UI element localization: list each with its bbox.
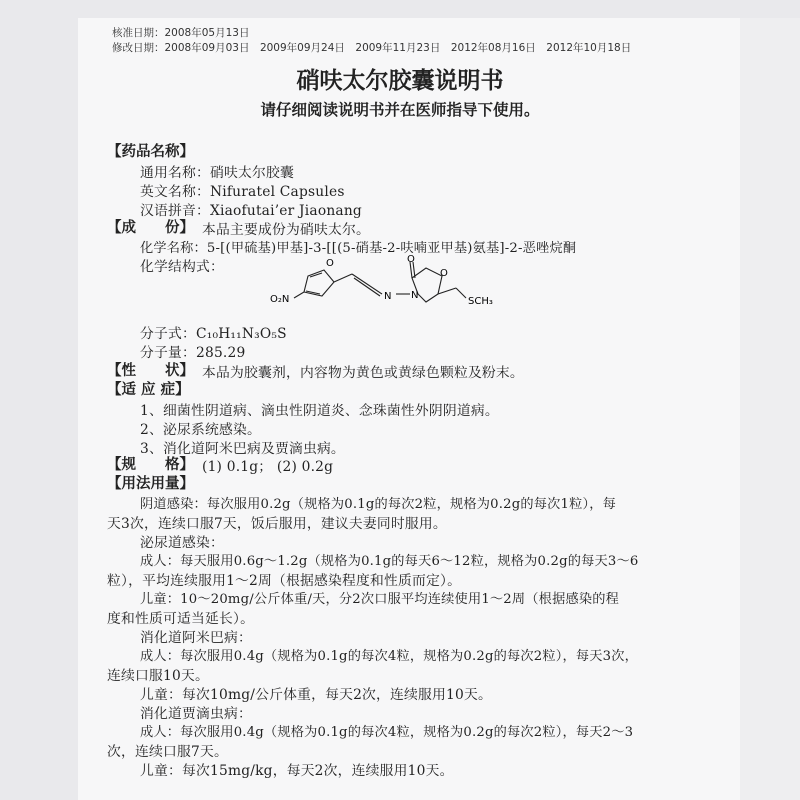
properties-text: 本品为胶囊剂，内容物为黄色或黄绿色颗粒及粉末。 [202,365,524,381]
revision-label: 修改日期： [112,42,165,54]
usage-line: 天3次，连续口服7天，饭后服用，建议夫妻同时服用。 [107,516,447,532]
indication-item: 2、泌尿系统感染。 [140,422,261,438]
bleed-through-area [740,18,800,800]
indication-item: 1、细菌性阴道病、滴虫性阴道炎、念珠菌性外阴阴道病。 [140,403,499,419]
usage-line: 成人：每次服用0.4g（规格为0.1g的每次4粒，规格为0.2g的每次2粒），每天2～3 [140,725,634,740]
drug-name-heading: 【药品名称】 [107,144,194,160]
usage-line: 儿童：10～20mg/公斤体重/天，分2次口服平均连续使用1～2周（根据感染的程 [140,592,619,607]
nitro-group-label: O₂N [270,294,290,305]
nifuratel-structure-diagram [270,254,540,316]
methylthio-label: SCH₃ [468,296,493,307]
usage-line: 泌尿道感染： [140,535,224,551]
usage-line: 成人：每天服用0.6g～1.2g（规格为0.1g的每天6～12粒，规格为0.2g的每天3～6 [140,554,639,569]
molecular-weight: 分子量：285.29 [140,345,246,361]
furan-oxygen-label: O [326,258,334,269]
usage-line: 消化道阿米巴病： [140,630,252,646]
specification-text: (1) 0.1g； (2) 0.2g [202,459,334,475]
specification-heading: 【规 格】 [107,457,194,473]
usage-line: 成人：每次服用0.4g（规格为0.1g的每次4粒，规格为0.2g的每次2粒），每天3次， [140,649,639,664]
ring-oxygen-label: O [440,268,448,279]
chemical-name: 化学名称：5-[(甲硫基)甲基]-3-[[(5-硝基-2-呋喃亚甲基)氨基]-2-恶唑烷酮 [140,241,577,256]
revision-dates: 2008年09月03日 2009年09月24日 2009年11月23日 2012年08月16日 2012年10月18日 [164,42,632,54]
usage-line: 度和性质可适当延长）。 [107,611,255,627]
composition-text: 本品主要成份为硝呋太尔。 [202,222,370,238]
carbonyl-oxygen-label: O [407,254,415,265]
usage-line: 儿童：每次10mg/公斤体重，每天2次，连续服用10天。 [140,687,492,703]
composition-heading: 【成 份】 [107,220,194,236]
revision-date-line [112,40,631,55]
indications-heading: 【适 应 症】 [107,382,190,398]
usage-line: 儿童：每次15mg/kg，每天2次，连续服用10天。 [140,763,454,779]
usage-line: 次，连续口服7天。 [107,744,228,760]
imine-nitrogen-label: N [384,291,392,302]
approval-date: 2008年05月13日 [164,27,250,39]
chemical-structure [270,254,540,316]
generic-name: 通用名称：硝呋太尔胶囊 [140,165,294,181]
ring-nitrogen-label: N [411,290,419,301]
english-name: 英文名称：Nifuratel Capsules [140,184,345,200]
usage-line: 消化道贾滴虫病： [140,706,252,722]
molecular-formula: 分子式：C₁₀H₁₁N₃O₅S [140,326,287,342]
pinyin-name: 汉语拼音：Xiaofutai’er Jiaonang [140,203,362,219]
indication-item: 3、消化道阿米巴病及贾滴虫病。 [140,441,345,457]
structure-label: 化学结构式： [140,259,224,275]
usage-line: 连续口服10天。 [107,668,209,684]
document-subtitle: 请仔细阅读说明书并在医师指导下使用。 [260,101,540,119]
usage-line: 阴道感染：每次服用0.2g（规格为0.1g的每次2粒，规格为0.2g的每次1粒），每 [140,497,617,512]
usage-heading: 【用法用量】 [107,476,194,492]
usage-line: 粒），平均连续服用1～2周（根据感染程度和性质而定）。 [107,573,462,589]
properties-heading: 【性 状】 [107,363,194,379]
document-title: 硝呋太尔胶囊说明书 [296,68,504,94]
approval-date-line [112,25,249,40]
approval-label: 核准日期： [112,27,165,39]
